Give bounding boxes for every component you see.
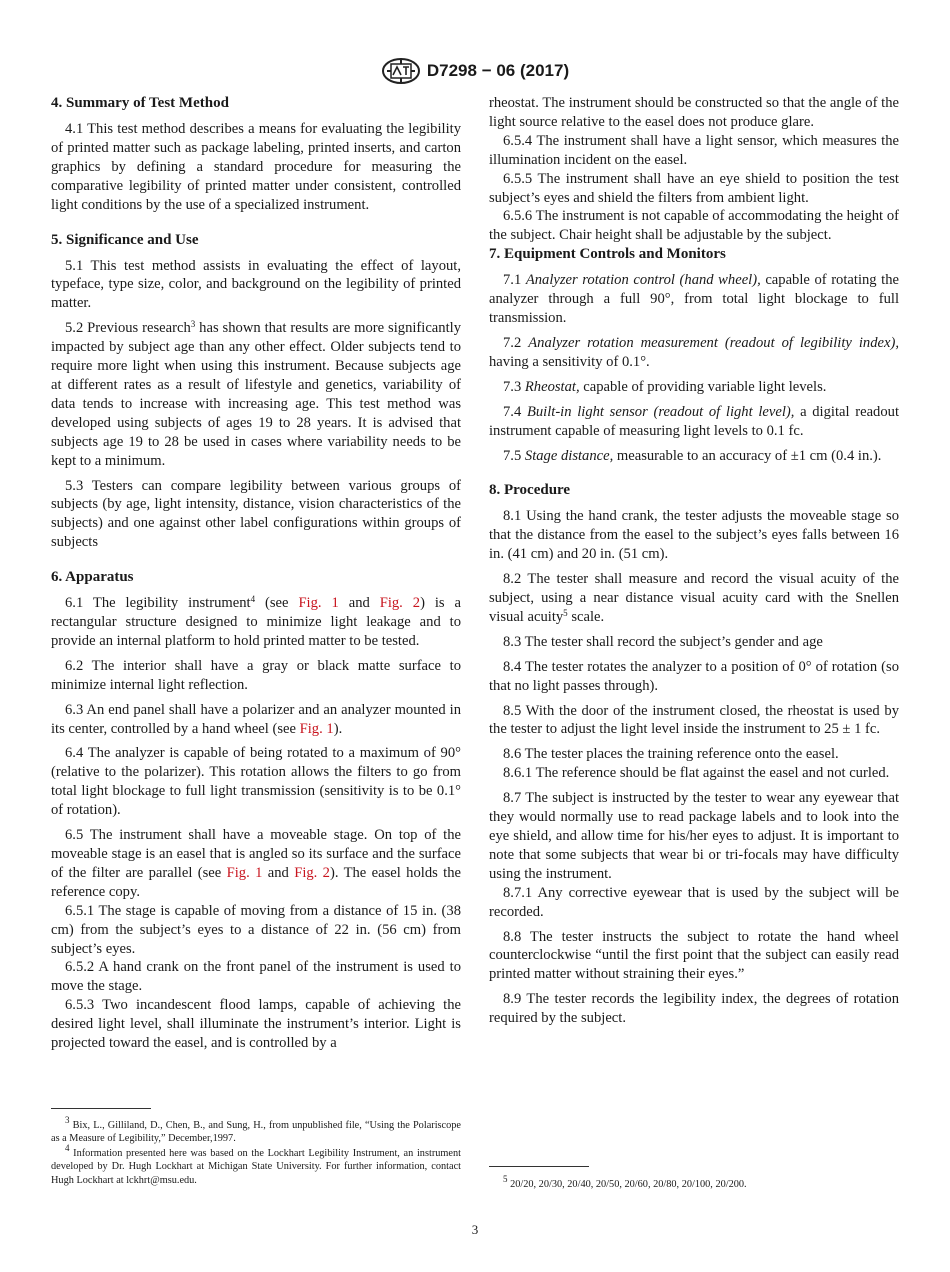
paragraph-6-4: 6.4 The analyzer is capable of being rotated to a maximum of 90° (relative to the polarizer). This rotation allows the filters to go from total light blockage to full light transmission (sensitivity is to be 0.1° of rotation). (51, 745, 461, 819)
section-4 (51, 94, 461, 215)
footnotes-right (489, 1174, 899, 1192)
paragraph-6-3: 6.3 An end panel shall have a polarizer and an analyzer mounted in its center, controlled by a hand wheel (see Fig. 1). (51, 701, 461, 737)
paragraph-7-5: 7.5 Stage distance, measurable to an accuracy of ±1 cm (0.4 in.). (503, 447, 882, 464)
paragraph-8-5: 8.5 With the door of the instrument closed, the rheostat is used by the tester to adjust the light level inside the instrument to 25 ± 1 fc. (489, 702, 899, 738)
paragraph-7-1: 7.1 Analyzer rotation control (hand wheel), capable of rotating the analyzer through a full 90°, from total light blockage to full transmission. (489, 272, 899, 327)
section-heading: 4. Summary of Test Method (51, 95, 229, 111)
footnotes-left (51, 1115, 461, 1188)
paragraph-6-2: 6.2 The interior shall have a gray or black matte surface to minimize internal light reflection. (51, 657, 461, 693)
footnote-rule (489, 1166, 589, 1167)
paragraph-6-5-1: 6.5.1 The stage is capable of moving from a distance of 15 in. (38 cm) from the subject’s eyes to a distance of 22 in. (56 cm) from subject’s eyes. (51, 902, 461, 957)
right-column (489, 94, 899, 1034)
page-number: 3 (471, 1222, 479, 1237)
document-code: D7298 − 06 (2017) (426, 61, 570, 80)
footnote-4: $^4$ Information presented here was based on the Lockhart Legibility Instrument, an instrument developed by Dr. Hugh Lockhart at Michigan State University. For further information, contact Hugh Lockhart at lckhrt@msu.edu. (51, 1142, 461, 1186)
paragraph-5-3: 5.3 Testers can compare legibility between various groups of subjects (by age, light intensity, distance, vision characteristics of the subjects) and one against other label configurations within groups of subjects (51, 477, 461, 551)
fig-1-link[interactable]: Fig. 1 (298, 595, 339, 612)
paragraph-8-7-1: 8.7.1 Any corrective eyewear that is used by the subject will be recorded. (489, 884, 899, 920)
fig-2-link[interactable]: Fig. 2 (294, 864, 330, 881)
page-header (0, 58, 950, 84)
section-7 (489, 245, 899, 465)
paragraph-6-5-6: 6.5.6 The instrument is not capable of accommodating the height of the subject. Chair height shall be adjustable by the subject. (489, 208, 899, 244)
section-heading: 8. Procedure (489, 482, 571, 499)
fig-1-link[interactable]: Fig. 1 (299, 720, 334, 737)
fig-2-link[interactable]: Fig. 2 (379, 595, 421, 612)
fig-1-link[interactable]: Fig. 1 (226, 864, 263, 881)
footnote-ref-3[interactable]: 3 (190, 319, 196, 330)
astm-logo-icon (381, 58, 421, 84)
paragraph-8-1: 8.1 Using the hand crank, the tester adjusts the moveable stage so that the distance from the easel to the subject’s eyes falls between 16 in. (41 cm) and 20 in. (51 cm). (489, 508, 899, 563)
paragraph-7-4: 7.4 Built-in light sensor (readout of light level), a digital readout instrument capable of measuring light levels to 0.1 fc. (489, 403, 899, 439)
left-column (51, 94, 461, 1053)
footnote-5: $^5$ 20/20, 20/30, 20/40, 20/50, 20/60, 20/80, 20/100, 20/200. (503, 1174, 747, 1190)
paragraph-5-2: 5.2 Previous research$^3$ has shown that results are more significantly impacted by subject age than any other effect. Older subjects tend to require more light when using this instrument. Because subjects age at different rates as a result of lifestyle and genetics, variability of data tends to increase with increasing age. This test method was developed using subjects of ages 19 to 28 years. It is advised that subjects age 19 to 28 be used in cases where variability needs to be kept to a minimum. (51, 319, 461, 469)
paragraph-4-1: 4.1 This test method describes a means for evaluating the legibility of printed matter such as package labeling, printed inserts, and carton graphics by defining a standard procedure for measuring the comparative legibility of printed matter under consistent, controlled light conditions by the use of a specialized instrument. (51, 121, 461, 213)
section-heading: 7. Equipment Controls and Monitors (489, 246, 726, 263)
section-8 (489, 481, 899, 1028)
section-6 (51, 568, 461, 1053)
paragraph-6-5-5: 6.5.5 The instrument shall have an eye shield to position the test subject’s eyes and shield the filters from ambient light. (489, 170, 899, 206)
paragraph-8-9: 8.9 The tester records the legibility index, the degrees of rotation required by the subject. (489, 991, 899, 1027)
paragraph-8-2: 8.2 The tester shall measure and record the visual acuity of the subject, using a near distance visual acuity card with the Snellen visual acuity$^5$ scale. (489, 571, 899, 625)
paragraph-8-8: 8.8 The tester instructs the subject to rotate the hand wheel counterclockwise “until the first point that the subject can easily read printed matter without straining their eyes.” (489, 928, 899, 983)
footnote-3: $^3$ Bix, L., Gilliland, D., Chen, B., and Sung, H., from unpublished file, “Using the Polariscope as a Measure of Legibility,” December,1997. (51, 1115, 461, 1145)
section-heading: 6. Apparatus (51, 569, 134, 586)
paragraph-8-6-1: 8.6.1 The reference should be flat against the easel and not curled. (503, 765, 890, 782)
paragraph-8-4: 8.4 The tester rotates the analyzer to a position of 0° of rotation (so that no light passes through). (489, 658, 899, 694)
paragraph-7-2: 7.2 Analyzer rotation measurement (readout of legibility index), having a sensitivity of 0.1°. (489, 334, 899, 370)
section-heading: 5. Significance and Use (51, 231, 199, 248)
paragraph-8-6: 8.6 The tester places the training reference onto the easel. (503, 746, 839, 763)
paragraph-8-3: 8.3 The tester shall record the subject’s gender and age (503, 633, 823, 650)
paragraph-6-5: 6.5 The instrument shall have a moveable stage. On top of the moveable stage is an easel that is angled so its surface and the surface of the filter are parallel (see Fig. 1 and Fig. 2). The easel holds the reference copy. (51, 827, 461, 900)
footnote-rule (51, 1108, 151, 1109)
paragraph-5-1: 5.1 This test method assists in evaluating the effect of layout, typeface, type size, color, and background on the legibility of printed matter. (51, 257, 461, 312)
paragraph-6-5-2: 6.5.2 A hand crank on the front panel of the instrument is used to move the stage. (51, 959, 461, 995)
paragraph-7-3: 7.3 Rheostat, capable of providing variable light levels. (503, 378, 827, 395)
paragraph-6-1: 6.1 The legibility instrument$^4$ (see Fig. 1 and Fig. 2) is a rectangular structure designed to minimize light leakage and to provide an internal platform to hold printed matter to be tested. (51, 594, 461, 649)
paragraph-6-5-3: 6.5.3 Two incandescent flood lamps, capable of achieving the desired light level, shall illuminate the instrument’s interior. Light is projected toward the easel, and is controlled by a (51, 997, 461, 1052)
paragraph-8-7: 8.7 The subject is instructed by the tester to wear any eyewear that they would normally use to read package labels and to look into the eye shield, and allow time for his/her eyes to adjust. It is important to note that some subjects that wear bi or tri-focals may have difficulty using the instrument. (489, 790, 899, 882)
paragraph-6-5-4: 6.5.4 The instrument shall have a light sensor, which measures the illumination incident on the easel. (489, 132, 899, 168)
section-5 (51, 231, 461, 553)
footnote-ref-4[interactable]: 4 (250, 594, 256, 605)
paragraph-6-5-3-cont: rheostat. The instrument should be constructed so that the angle of the light source relative to the easel does not produce glare. (489, 95, 899, 130)
footnote-ref-5[interactable]: 5 (563, 607, 568, 618)
